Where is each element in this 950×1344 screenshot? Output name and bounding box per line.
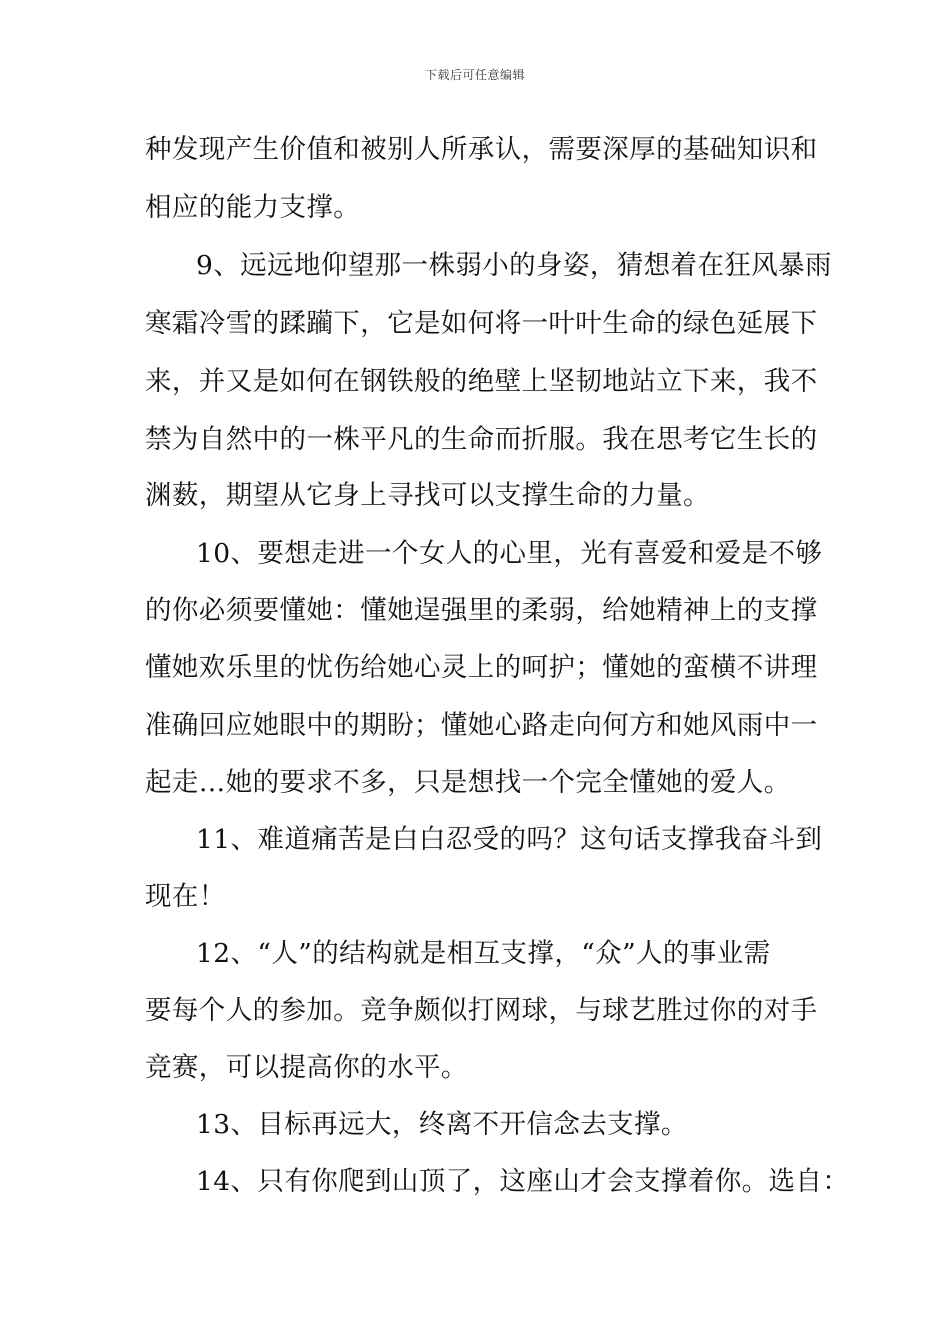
text-line: 懂她欢乐里的忧伤给她心灵上的呵护；懂她的蛮横不讲理 [145,652,818,683]
text-line: 12、“人”的结构就是相互支撑，“众”人的事业需 [196,938,771,969]
text-line: 准确回应她眼中的期盼；懂她心路走向何方和她风雨中一 [145,710,818,741]
text-line: 渊薮，期望从它身上寻找可以支撑生命的力量。 [145,480,710,511]
text-line: 11、难道痛苦是白白忍受的吗？这句话支撑我奋斗到 [196,824,823,855]
text-line: 的你必须要懂她：懂她逞强里的柔弱，给她精神上的支撑 [145,595,818,626]
text-line: 来，并又是如何在钢铁般的绝壁上坚韧地站立下来，我不 [145,366,818,397]
text-line: 13、目标再远大，终离不开信念去支撑。 [196,1109,688,1140]
text-line: 现在！ [145,881,226,912]
text-line: 竞赛，可以提高你的水平。 [145,1052,468,1083]
text-line: 9、远远地仰望那一株弱小的身姿，猜想着在狂风暴雨 [196,250,832,281]
page-header: 下载后可任意编辑 [424,68,525,82]
text-line: 14、只有你爬到山顶了，这座山才会支撑着你。选自： [196,1166,850,1197]
text-line: 10、要想走进一个女人的心里，光有喜爱和爱是不够 [196,538,823,569]
text-line: 种发现产生价值和被别人所承认，需要深厚的基础知识和 [145,134,818,165]
text-line: 寒霜冷雪的蹂躏下，它是如何将一叶叶生命的绿色延展下 [145,308,818,339]
text-line: 禁为自然中的一株平凡的生命而折服。我在思考它生长的 [145,424,818,455]
text-line: 相应的能力支撑。 [145,192,361,223]
text-line: 起走…她的要求不多，只是想找一个完全懂她的爱人。 [145,767,791,798]
text-line: 要每个人的参加。竞争颇似打网球，与球艺胜过你的对手 [145,995,818,1026]
